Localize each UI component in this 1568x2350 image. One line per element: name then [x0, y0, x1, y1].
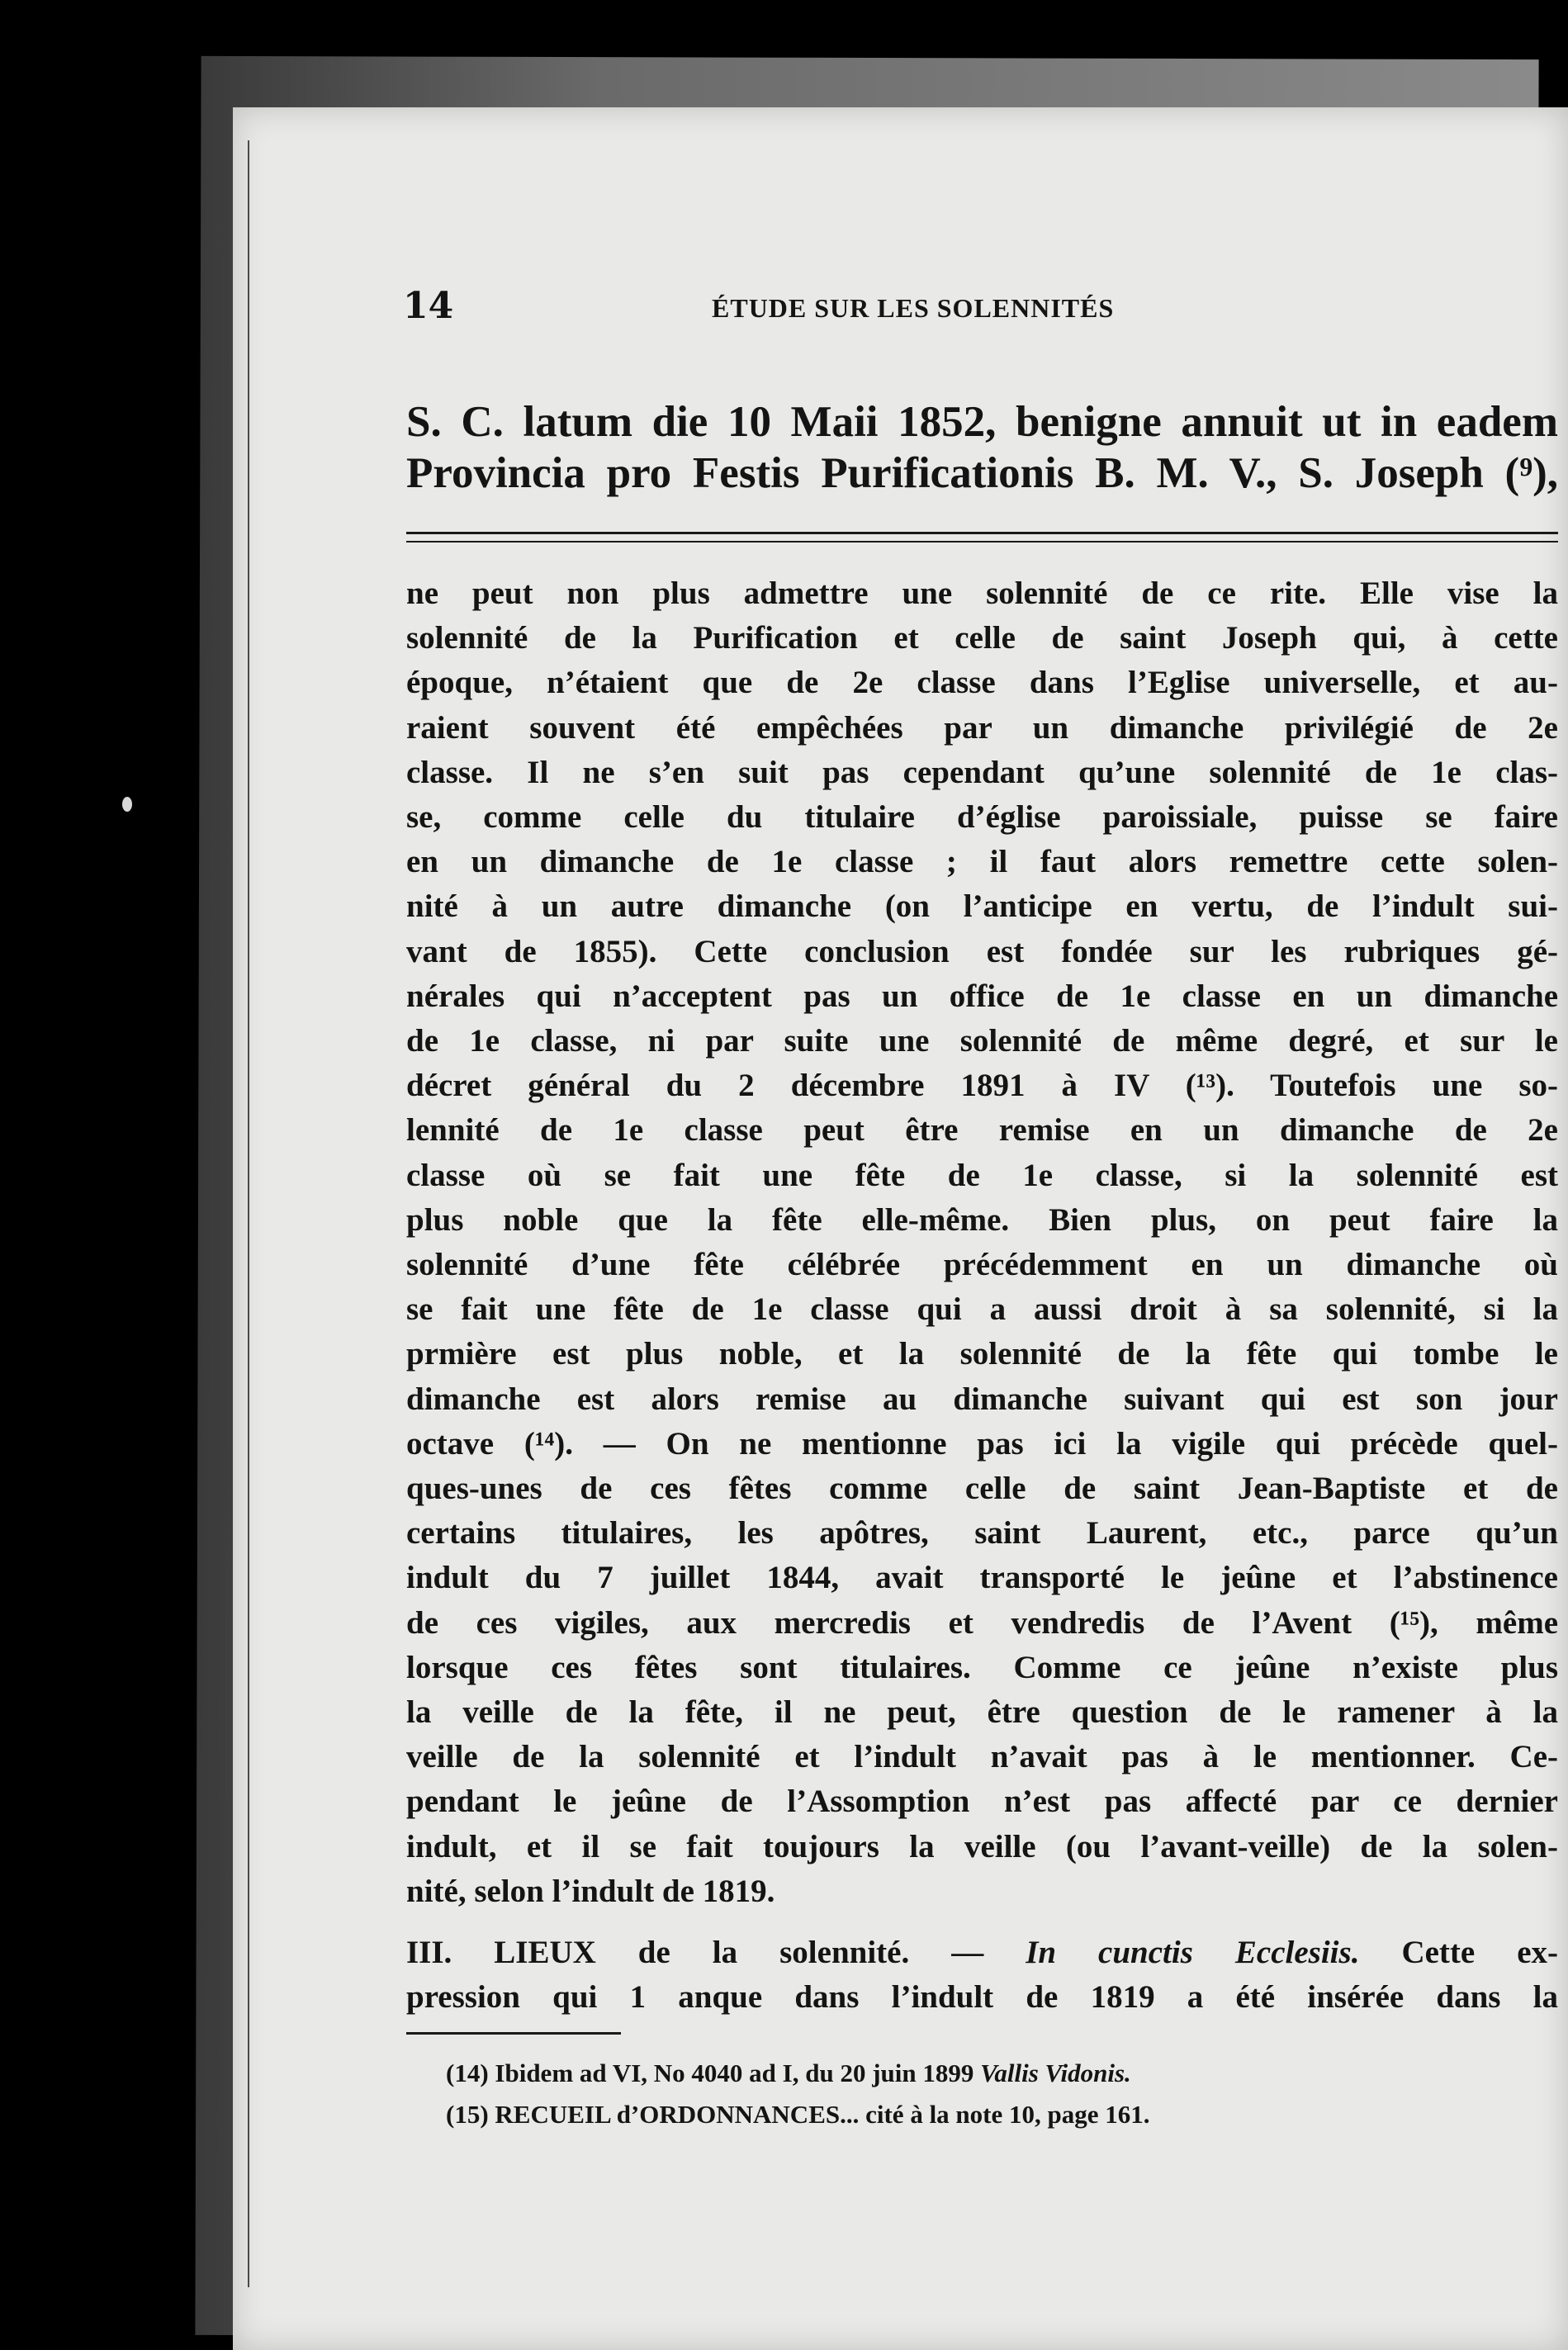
- quoted-decree: [406, 396, 1566, 499]
- double-rule-divider: [406, 532, 1558, 542]
- quote-line: S. C. latum die 10 Maii 1852, benigne annuit ut in eadem: [406, 398, 1558, 446]
- body-line: veille de la solennité et l’indult n’avait pas à le mentionner. Ce-: [406, 1739, 1558, 1775]
- body-line: de 1e classe, ni par suite une solennité de même degré, et sur le: [406, 1023, 1558, 1059]
- footnote-text: (15) RECUEIL d’ORDONNANCES... cité à la note 10, page 161.: [446, 2099, 1150, 2129]
- page-content: [403, 285, 1566, 2135]
- body-line: de ces vigiles, aux mercredis et vendredis de l’Avent (¹⁵), même: [406, 1604, 1558, 1641]
- footnote-15: [446, 2094, 1566, 2135]
- section-italic-phrase: In cunctis Ecclesiis.: [1026, 1935, 1360, 1971]
- section-tail: Cette ex-: [1359, 1935, 1558, 1971]
- section-label: III. LIEUX: [406, 1935, 596, 1971]
- page-gutter-line: [248, 140, 249, 2287]
- body-line: pendant le jeûne de l’Assomption n’est pas affecté par ce dernier: [406, 1784, 1558, 1820]
- body-line: dimanche est alors remise au dimanche suivant qui est son jour: [406, 1381, 1558, 1417]
- body-line: lorsque ces fêtes sont titulaires. Comme ce jeûne n’existe plus: [406, 1649, 1558, 1685]
- body-line: certains titulaires, les apôtres, saint Laurent, etc., parce qu’un: [406, 1515, 1558, 1552]
- body-line: prmière est plus noble, et la solennité de la fête qui tombe le: [406, 1336, 1558, 1372]
- body-line: nité, selon l’indult de 1819.: [406, 1873, 775, 1909]
- body-line: solennité de la Purification et celle de saint Joseph qui, à cette: [406, 620, 1558, 656]
- body-line: en un dimanche de 1e classe ; il faut alors remettre cette solen-: [406, 844, 1558, 880]
- body-line: décret général du 2 décembre 1891 à IV (¹³). Toutefois une so-: [406, 1068, 1558, 1104]
- footnote-14: [446, 2053, 1566, 2094]
- body-line: plus noble que la fête elle-même. Bien plus, on peut faire la: [406, 1201, 1558, 1238]
- running-head: [403, 285, 1566, 334]
- footnote-italic: Vallis Vidonis.: [980, 2058, 1131, 2087]
- quote-line: Provincia pro Festis Purificationis B. M. V., S. Joseph (⁹),: [406, 449, 1558, 497]
- body-paragraph: [406, 571, 1566, 2021]
- body-line: indult du 7 juillet 1844, avait transporté le jeûne et l’abstinence: [406, 1560, 1558, 1596]
- body-line: vant de 1855). Cette conclusion est fondée sur les rubriques gé-: [406, 933, 1558, 969]
- body-line: époque, n’étaient que de 2e classe dans l’Eglise universelle, et au-: [406, 665, 1558, 701]
- body-line: nité à un autre dimanche (on l’anticipe en vertu, de l’indult sui-: [406, 888, 1558, 925]
- body-line: pression qui 1 anque dans l’indult de 1819 a été insérée dans la: [406, 1979, 1558, 2016]
- body-line: octave (¹⁴). — On ne mentionne pas ici la vigile qui précède quel-: [406, 1425, 1558, 1462]
- body-line: classe où se fait une fête de 1e classe, si la solennité est: [406, 1157, 1558, 1193]
- footnote-text: (14) Ibidem ad VI, No 4040 ad I, du 20 juin 1899: [446, 2058, 981, 2087]
- body-line: lennité de 1e classe peut être remise en un dimanche de 2e: [406, 1112, 1558, 1149]
- paragraph-gap: [406, 1914, 1566, 1931]
- body-line: indult, et il se fait toujours la veille (ou l’avant-veille) de la solen-: [406, 1828, 1558, 1864]
- running-title: ÉTUDE SUR LES SOLENNITÉS: [712, 293, 1115, 323]
- footnotes: [406, 2053, 1566, 2135]
- section-text: de la solennité. —: [595, 1935, 1026, 1971]
- body-line: classe. Il ne s’en suit pas cependant qu’une solennité de 1e clas-: [406, 754, 1558, 790]
- body-line: se fait une fête de 1e classe qui a aussi droit à sa solennité, si la: [406, 1291, 1558, 1328]
- footnote-rule: [406, 2032, 621, 2035]
- body-line: nérales qui n’acceptent pas un office de 1e classe en un dimanche: [406, 978, 1558, 1014]
- body-line: la veille de la fête, il ne peut, être question de le ramener à la: [406, 1694, 1558, 1731]
- section-heading-line: [406, 1931, 1558, 1975]
- body-line: ne peut non plus admettre une solennité de ce rite. Elle vise la: [406, 576, 1558, 611]
- body-line: raient souvent été empêchées par un dimanche privilégié de 2e: [406, 709, 1558, 746]
- page-number: 14: [403, 285, 454, 327]
- scan-speck: [122, 797, 132, 812]
- body-line: se, comme celle du titulaire d’église paroissiale, puisse se faire: [406, 799, 1558, 836]
- body-line: ques-unes de ces fêtes comme celle de saint Jean-Baptiste et de: [406, 1471, 1558, 1507]
- body-line: solennité d’une fête célébrée précédemment en un dimanche où: [406, 1247, 1558, 1283]
